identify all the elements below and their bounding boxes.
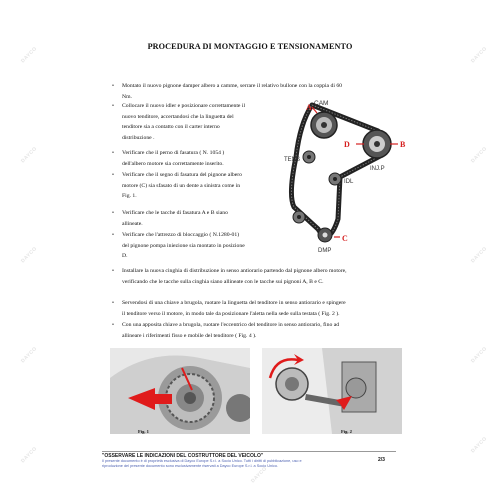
- bullet-icon: •: [112, 300, 114, 306]
- tensioner-pulley: [303, 151, 315, 163]
- mark-d: D: [344, 140, 350, 149]
- bullet-icon: •: [112, 210, 114, 216]
- footer-divider: [102, 451, 396, 452]
- step-line: Con una apposita chiave a brugola, ruotare l'eccentrico del tenditore in senso antiorario, fino ad: [122, 322, 340, 328]
- step-line: allineare i riferimenti fisso e mobile del tenditore ( Fig. 4 ).: [122, 332, 257, 339]
- step-line: Installare la nuova cinghia di distribuzione in senso antiorario partendo dal pignone albero motore,: [122, 268, 347, 274]
- label-dmp: DMP: [318, 248, 332, 254]
- step-line: verificando che le tacche sulla cinghia siano allineate con le tacche sui pignoni A, B e C.: [122, 278, 324, 285]
- label-cam: CAM: [314, 100, 329, 107]
- procedure-step: [112, 101, 282, 143]
- bullet-icon: •: [112, 150, 114, 156]
- step-line: distribuzione .: [122, 134, 155, 141]
- footer-heading: "OSSERVARE LE INDICAZIONI DEL COSTRUTTORE DEL VEICOLO": [102, 453, 264, 459]
- dayco-watermark: DAYCO: [20, 45, 39, 65]
- bullet-icon: •: [112, 232, 114, 238]
- dayco-watermark: DAYCO: [470, 245, 489, 265]
- step-line: motore (C) sia sfasato di un dente a sinistra come in: [122, 182, 241, 189]
- figure-1-photo: [110, 348, 250, 434]
- step-line: Nm.: [122, 93, 132, 100]
- procedure-step: [112, 320, 392, 341]
- bullet-icon: •: [112, 83, 114, 89]
- dayco-watermark: DAYCO: [20, 145, 39, 165]
- step-line: allineate.: [122, 220, 143, 227]
- procedure-step: [112, 208, 282, 229]
- bullet-icon: •: [112, 268, 114, 274]
- figure-1-caption: Fig. 1: [138, 429, 149, 434]
- procedure-step: [112, 230, 282, 262]
- cam-pulley: [311, 112, 337, 138]
- mark-c: C: [342, 234, 348, 243]
- dayco-watermark: DAYCO: [20, 245, 39, 265]
- figure-2-caption: Fig. 2: [341, 429, 352, 434]
- injection-pump-pulley: [363, 130, 391, 158]
- procedure-step: [112, 266, 392, 287]
- bullet-icon: •: [112, 322, 114, 328]
- step-line: D.: [122, 253, 128, 260]
- step-line: Verificare che il segno di fasatura del pignone albero: [122, 172, 243, 178]
- bullet-icon: •: [112, 172, 114, 178]
- lower-idler-pulley: [293, 211, 305, 223]
- procedure-step: [112, 298, 392, 319]
- bullet-icon: •: [112, 103, 114, 109]
- dayco-watermark: DAYCO: [20, 445, 39, 465]
- label-tens: TENS: [284, 157, 301, 163]
- crankshaft-pulley: [318, 228, 332, 242]
- step-line: Fig. 1.: [122, 193, 137, 200]
- step-line: Verificare che il perno di fasatura ( N. 1054 ): [122, 150, 225, 156]
- mark-b: B: [400, 140, 406, 149]
- dayco-watermark: DAYCO: [250, 465, 269, 485]
- footer: [102, 453, 402, 469]
- dayco-watermark: DAYCO: [470, 345, 489, 365]
- step-line: tenditore sia a contatto con il carter interno: [122, 124, 220, 131]
- idler-pulley: [329, 173, 341, 185]
- step-line: dell'albero motore sia correttamente inserito.: [122, 160, 224, 167]
- step-line: Servendosi di una chiave a brugola, ruotare la linguetta del tenditore in senso antiorario e spingere: [122, 300, 346, 306]
- footer-line-2: riproduzione del presente documento sono esclusivamente riservati a Dayco Europe S.r.l. a Socio Unico.: [102, 464, 279, 468]
- dayco-watermark: DAYCO: [20, 345, 39, 365]
- step-line: del pignone pompa iniezione sia montato in posizione: [122, 242, 245, 249]
- label-idl: IDL: [344, 179, 354, 185]
- dayco-watermark: DAYCO: [470, 435, 489, 455]
- step-line: il tenditore verso il motore, in modo tale da posizionare l'aletta nella sede sulla testata ( Fig. 2 ).: [122, 310, 340, 317]
- dayco-watermark: DAYCO: [470, 145, 489, 165]
- page-number: 2/3: [378, 457, 385, 463]
- label-injp: INJ.P: [370, 166, 385, 172]
- mark-a: A: [306, 103, 312, 112]
- procedure-step: [112, 148, 282, 169]
- timing-belt-diagram: [282, 95, 412, 255]
- figure-2-photo: [262, 348, 402, 434]
- step-line: Verificare che l'attrezzo di bloccaggio ( N.1280-01): [122, 232, 240, 238]
- step-line: Verificare che le tacche di fasatura A e B siano: [122, 210, 228, 216]
- page-title: PROCEDURA DI MONTAGGIO E TENSIONAMENTO: [147, 42, 353, 51]
- step-line: nuovo tenditore, accertandosi che la linguetta del: [122, 113, 234, 120]
- dayco-watermark: DAYCO: [470, 45, 489, 65]
- step-line: Montato il nuovo pignone damper albero a camme, serrare il relativo bullone con la coppia di 60: [122, 83, 343, 89]
- step-line: Collocare il nuovo idler e posizionare correttamente il: [122, 103, 246, 109]
- procedure-step: [112, 170, 282, 202]
- footer-line-1: Il presente documento è di proprietà esclusiva di Dayco Europe S.r.l. a Socio Unico. Tutti i diritti di pubblicazione, uso e: [102, 459, 302, 463]
